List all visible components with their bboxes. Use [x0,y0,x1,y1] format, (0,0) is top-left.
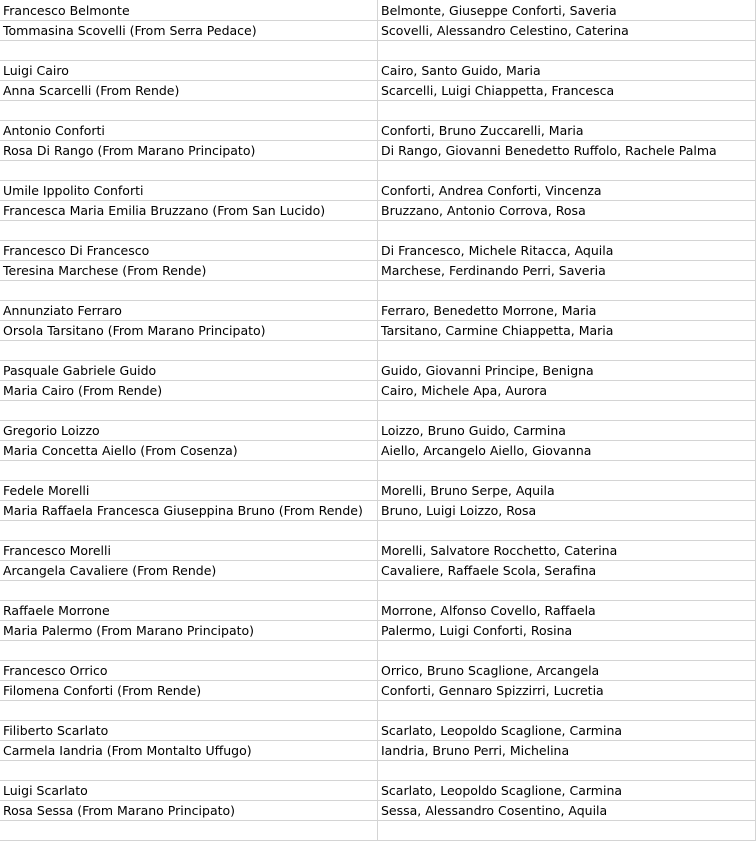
cell-parents[interactable]: Conforti, Bruno Zuccarelli, Maria [378,121,756,141]
cell-parents[interactable]: Loizzo, Bruno Guido, Carmina [378,421,756,441]
cell-parents[interactable]: Palermo, Luigi Conforti, Rosina [378,621,756,641]
sheet-row [0,461,756,481]
cell-parents[interactable] [378,281,756,301]
sheet-row [0,21,756,41]
cell-person[interactable]: Maria Palermo (From Marano Principato) [0,621,378,641]
cell-person[interactable]: Fedele Morelli [0,481,378,501]
sheet-row [0,441,756,461]
cell-parents[interactable]: Aiello, Arcangelo Aiello, Giovanna [378,441,756,461]
sheet-row [0,561,756,581]
cell-parents[interactable]: Marchese, Ferdinando Perri, Saveria [378,261,756,281]
cell-person[interactable]: Francesca Maria Emilia Bruzzano (From San Lucido) [0,201,378,221]
sheet-row [0,101,756,121]
cell-parents[interactable]: Morrone, Alfonso Covello, Raffaela [378,601,756,621]
cell-person[interactable] [0,281,378,301]
cell-person[interactable]: Filiberto Scarlato [0,721,378,741]
cell-person[interactable]: Annunziato Ferraro [0,301,378,321]
cell-parents[interactable]: Guido, Giovanni Principe, Benigna [378,361,756,381]
sheet-row [0,321,756,341]
sheet-row [0,641,756,661]
sheet-row [0,161,756,181]
sheet-row [0,781,756,801]
cell-parents[interactable]: Di Francesco, Michele Ritacca, Aquila [378,241,756,261]
cell-parents[interactable]: Cairo, Santo Guido, Maria [378,61,756,81]
sheet-row [0,501,756,521]
cell-parents[interactable] [378,821,756,841]
cell-parents[interactable] [378,221,756,241]
cell-parents[interactable] [378,641,756,661]
sheet-row [0,381,756,401]
sheet-row [0,41,756,61]
cell-person[interactable]: Orsola Tarsitano (From Marano Principato) [0,321,378,341]
cell-parents[interactable]: Scovelli, Alessandro Celestino, Caterina [378,21,756,41]
cell-person[interactable]: Tommasina Scovelli (From Serra Pedace) [0,21,378,41]
cell-parents[interactable]: Iandria, Bruno Perri, Michelina [378,741,756,761]
cell-person[interactable] [0,221,378,241]
sheet-row [0,541,756,561]
sheet-row [0,341,756,361]
sheet-row [0,61,756,81]
sheet-row [0,481,756,501]
cell-person[interactable] [0,161,378,181]
cell-parents[interactable]: Conforti, Gennaro Spizzirri, Lucretia [378,681,756,701]
cell-parents[interactable] [378,461,756,481]
sheet-row [0,701,756,721]
cell-parents[interactable] [378,581,756,601]
cell-parents[interactable]: Belmonte, Giuseppe Conforti, Saveria [378,0,756,21]
cell-parents[interactable]: Scarcelli, Luigi Chiappetta, Francesca [378,81,756,101]
sheet-row [0,241,756,261]
cell-person[interactable] [0,461,378,481]
cell-person[interactable]: Francesco Morelli [0,541,378,561]
sheet-row [0,421,756,441]
sheet-row [0,661,756,681]
sheet-row [0,621,756,641]
cell-person[interactable] [0,41,378,61]
cell-person[interactable] [0,521,378,541]
cell-person[interactable]: Carmela Iandria (From Montalto Uffugo) [0,741,378,761]
cell-parents[interactable]: Orrico, Bruno Scaglione, Arcangela [378,661,756,681]
cell-person[interactable]: Francesco Orrico [0,661,378,681]
cell-parents[interactable]: Sessa, Alessandro Cosentino, Aquila [378,801,756,821]
sheet-row [0,401,756,421]
cell-person[interactable]: Maria Cairo (From Rende) [0,381,378,401]
cell-parents[interactable]: Cavaliere, Raffaele Scola, Serafina [378,561,756,581]
cell-person[interactable]: Anna Scarcelli (From Rende) [0,81,378,101]
sheet-row [0,741,756,761]
cell-person[interactable] [0,401,378,421]
sheet-row [0,521,756,541]
cell-person[interactable]: Filomena Conforti (From Rende) [0,681,378,701]
cell-parents[interactable] [378,761,756,781]
sheet-row [0,821,756,841]
sheet-row [0,121,756,141]
cell-person[interactable]: Teresina Marchese (From Rende) [0,261,378,281]
cell-parents[interactable]: Di Rango, Giovanni Benedetto Ruffolo, Rachele Palma [378,141,756,161]
sheet-row [0,601,756,621]
cell-parents[interactable]: Scarlato, Leopoldo Scaglione, Carmina [378,721,756,741]
cell-person[interactable]: Maria Concetta Aiello (From Cosenza) [0,441,378,461]
cell-person[interactable]: Arcangela Cavaliere (From Rende) [0,561,378,581]
cell-person[interactable] [0,581,378,601]
cell-parents[interactable] [378,701,756,721]
cell-person[interactable]: Rosa Di Rango (From Marano Principato) [0,141,378,161]
cell-person[interactable]: Umile Ippolito Conforti [0,181,378,201]
sheet-row [0,721,756,741]
sheet-row [0,761,756,781]
cell-parents[interactable] [378,521,756,541]
sheet-row [0,141,756,161]
cell-parents[interactable]: Bruno, Luigi Loizzo, Rosa [378,501,756,521]
cell-person[interactable]: Rosa Sessa (From Marano Principato) [0,801,378,821]
cell-parents[interactable]: Scarlato, Leopoldo Scaglione, Carmina [378,781,756,801]
cell-parents[interactable] [378,161,756,181]
cell-parents[interactable]: Morelli, Bruno Serpe, Aquila [378,481,756,501]
cell-person[interactable]: Gregorio Loizzo [0,421,378,441]
cell-person[interactable] [0,101,378,121]
sheet-row [0,221,756,241]
sheet-row [0,361,756,381]
sheet-row [0,581,756,601]
cell-person[interactable]: Antonio Conforti [0,121,378,141]
cell-person[interactable]: Pasquale Gabriele Guido [0,361,378,381]
cell-parents[interactable]: Conforti, Andrea Conforti, Vincenza [378,181,756,201]
sheet-row [0,0,756,21]
cell-person[interactable] [0,761,378,781]
sheet-row [0,301,756,321]
cell-person[interactable]: Francesco Di Francesco [0,241,378,261]
cell-person[interactable]: Francesco Belmonte [0,0,378,21]
sheet-row [0,261,756,281]
cell-person[interactable]: Luigi Scarlato [0,781,378,801]
cell-person[interactable] [0,701,378,721]
cell-parents[interactable] [378,101,756,121]
sheet-row [0,201,756,221]
cell-person[interactable] [0,821,378,841]
cell-parents[interactable] [378,401,756,421]
sheet-row [0,681,756,701]
cell-parents[interactable]: Tarsitano, Carmine Chiappetta, Maria [378,321,756,341]
cell-parents[interactable]: Bruzzano, Antonio Corrova, Rosa [378,201,756,221]
sheet-row [0,281,756,301]
cell-parents[interactable]: Cairo, Michele Apa, Aurora [378,381,756,401]
cell-parents[interactable] [378,41,756,61]
cell-person[interactable]: Luigi Cairo [0,61,378,81]
cell-person[interactable]: Raffaele Morrone [0,601,378,621]
cell-parents[interactable] [378,341,756,361]
sheet-row [0,81,756,101]
sheet-row [0,801,756,821]
cell-parents[interactable]: Ferraro, Benedetto Morrone, Maria [378,301,756,321]
cell-person[interactable] [0,641,378,661]
sheet-row [0,181,756,201]
cell-person[interactable]: Maria Raffaela Francesca Giuseppina Bruno (From Rende) [0,501,378,521]
cell-person[interactable] [0,341,378,361]
cell-parents[interactable]: Morelli, Salvatore Rocchetto, Caterina [378,541,756,561]
